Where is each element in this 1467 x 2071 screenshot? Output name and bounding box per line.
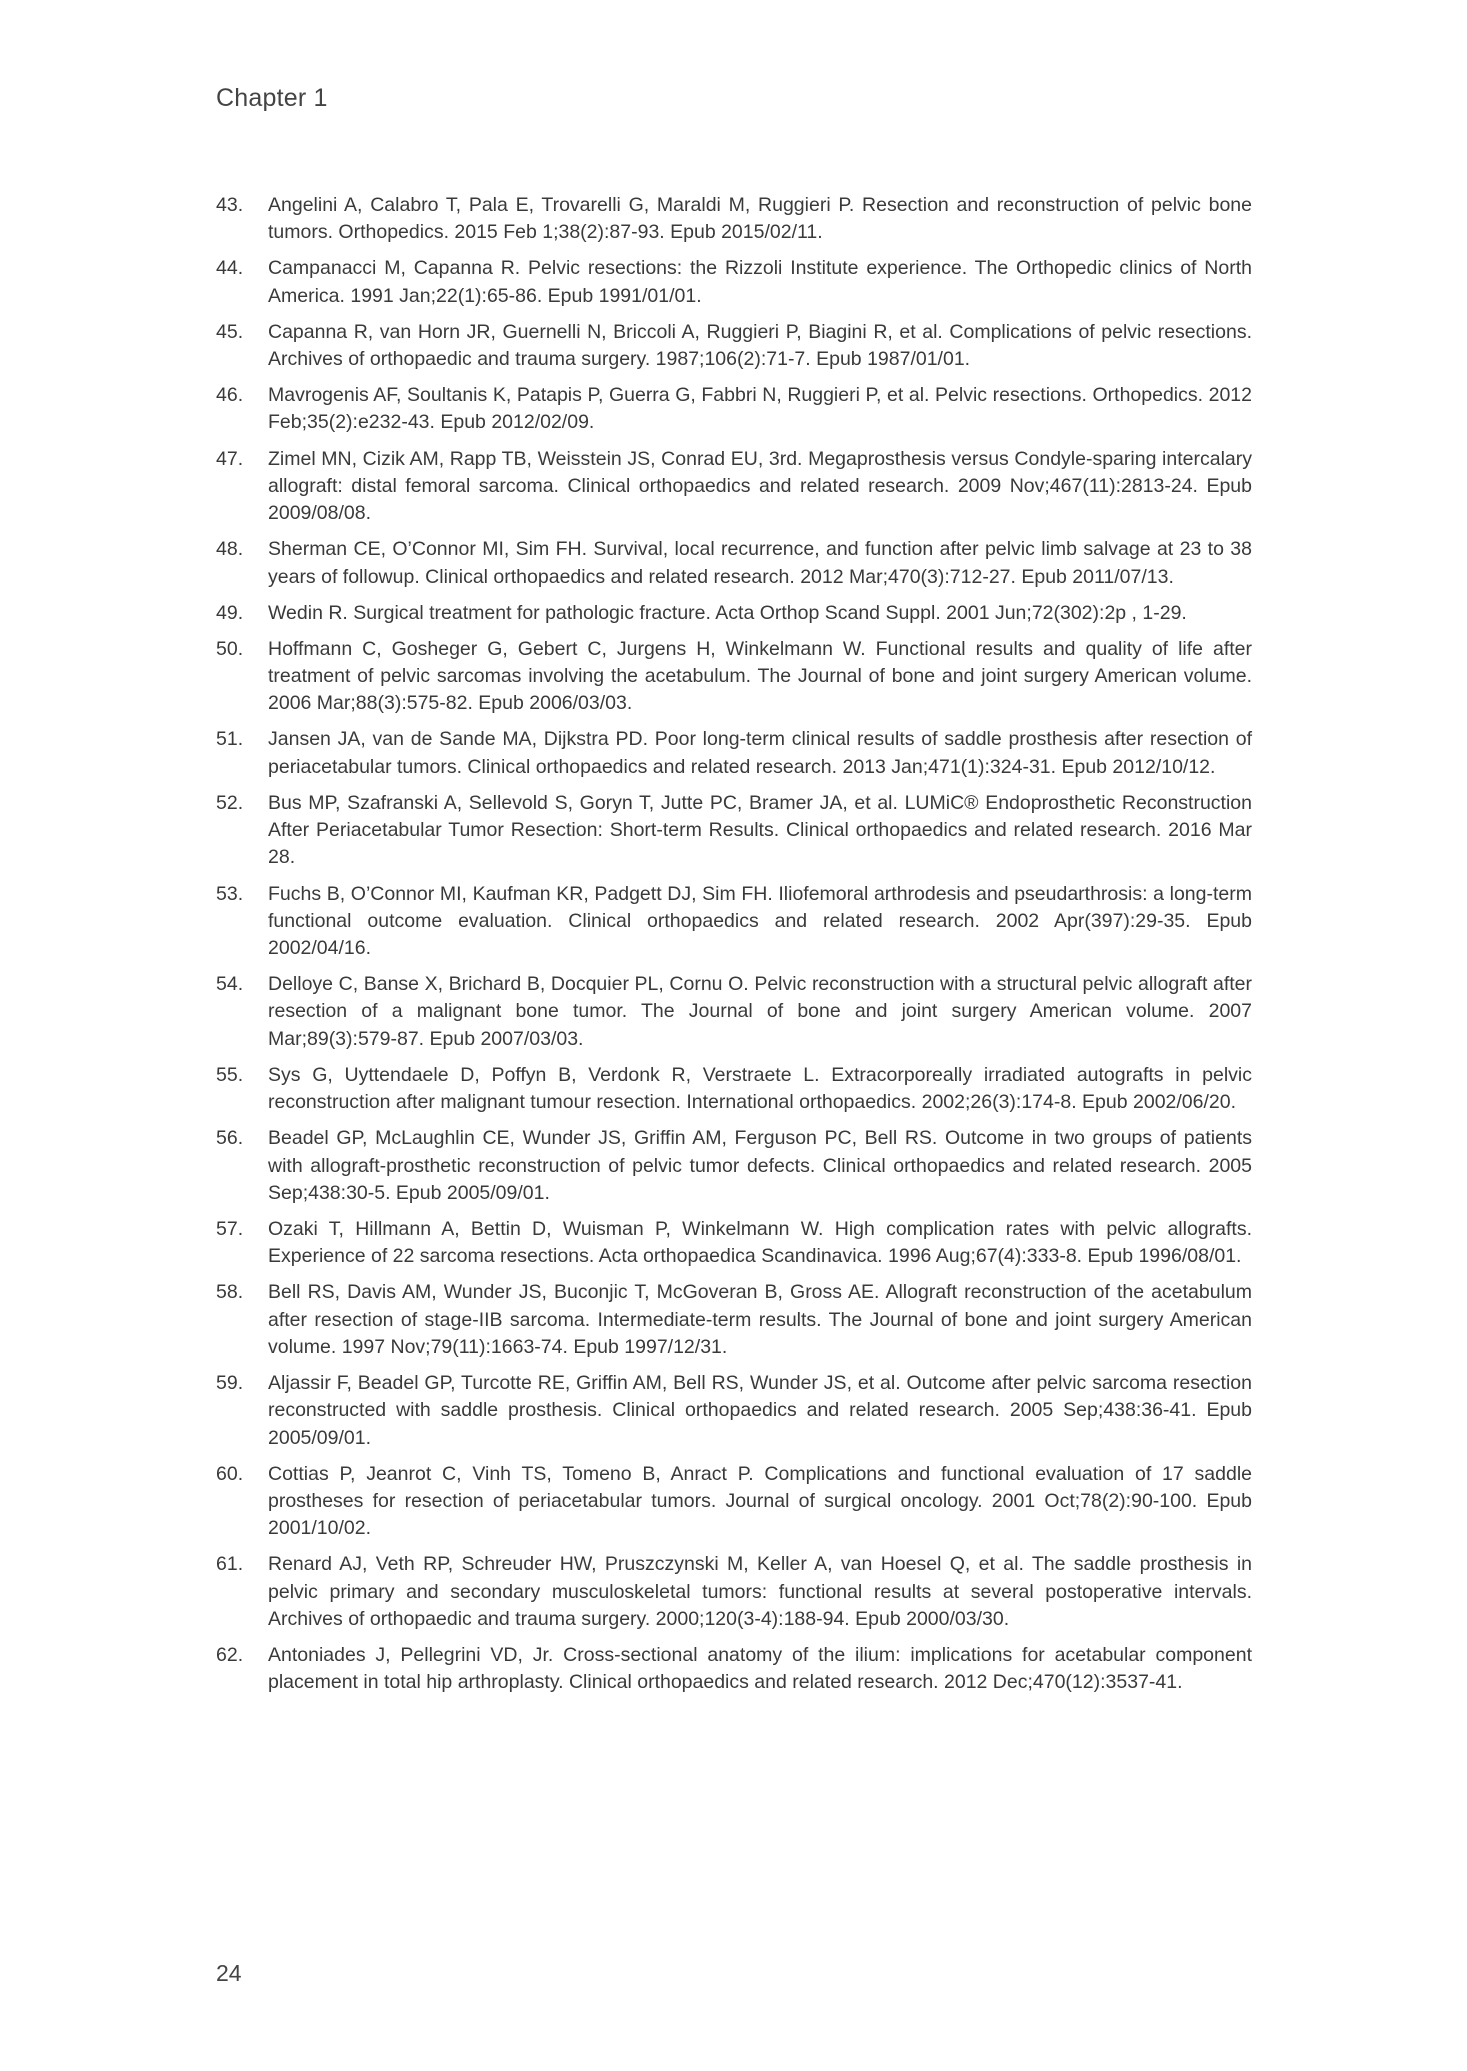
reference-item xyxy=(216,636,1252,718)
reference-item xyxy=(216,319,1252,374)
reference-number: 53. xyxy=(216,882,244,905)
reference-text: Sherman CE, O’Connor MI, Sim FH. Survival, local recurrence, and function after pelvic limb salvage at 23 to 38 years of followup. Clinical orthopaedics and related research. 2012 Mar;470(3):712-27. Epub 2011/07/13. xyxy=(268,538,1252,588)
reference-text: Bus MP, Szafranski A, Sellevold S, Goryn T, Jutte PC, Bramer JA, et al. LUMiC® Endoprosthetic Reconstruction After Periacetabular Tumor Resection: Short-term Results. Clinical orthopaedics and related research. 2016 Mar 28. xyxy=(268,791,1252,869)
reference-text: Campanacci M, Capanna R. Pelvic resections: the Rizzoli Institute experience. The Orthopedic clinics of North America. 1991 Jan;22(1):65-86. Epub 1991/01/01. xyxy=(268,257,1252,307)
reference-number: 49. xyxy=(216,601,244,624)
reference-number: 52. xyxy=(216,791,244,814)
reference-item xyxy=(216,1125,1252,1207)
reference-number: 43. xyxy=(216,194,244,216)
reference-number: 50. xyxy=(216,637,244,660)
reference-text: Mavrogenis AF, Soultanis K, Patapis P, Guerra G, Fabbri N, Ruggieri P, et al. Pelvic resections. Orthopedics. 2012 Feb;35(2):e232-43. Epub 2012/02/09. xyxy=(268,384,1252,434)
reference-text: Aljassir F, Beadel GP, Turcotte RE, Griffin AM, Bell RS, Wunder JS, et al. Outcome after pelvic sarcoma resection reconstructed with saddle prosthesis. Clinical orthopaedics and related research. 2005 Sep;438:36-41. Epub 2005/09/01. xyxy=(268,1372,1252,1449)
reference-number: 48. xyxy=(216,538,244,561)
reference-item xyxy=(216,446,1252,528)
reference-item xyxy=(216,536,1252,591)
reference-number: 56. xyxy=(216,1127,244,1150)
reference-text: Beadel GP, McLaughlin CE, Wunder JS, Griffin AM, Ferguson PC, Bell RS. Outcome in two groups of patients with allograft-prosthetic reconstruction of pelvic tumor defects. Clinical orthopaedics and related research. 2005 Sep;438:30-5. Epub 2005/09/01. xyxy=(268,1127,1252,1204)
reference-text: Capanna R, van Horn JR, Guernelli N, Briccoli A, Ruggieri P, Biagini R, et al. Complications of pelvic resections. Archives of orthopaedic and trauma surgery. 1987;106(2):71-7. Epub 1987/01/01. xyxy=(268,320,1252,371)
reference-item xyxy=(216,790,1252,872)
reference-number: 51. xyxy=(216,728,244,751)
reference-number: 47. xyxy=(216,447,244,470)
reference-number: 62. xyxy=(216,1644,244,1667)
running-head: Chapter 1 xyxy=(216,84,328,112)
reference-number: 60. xyxy=(216,1462,244,1485)
reference-number: 55. xyxy=(216,1063,244,1086)
reference-item xyxy=(216,1551,1252,1633)
reference-item xyxy=(216,382,1252,437)
reference-item xyxy=(216,1370,1252,1452)
reference-item xyxy=(216,192,1252,247)
reference-item xyxy=(216,881,1252,963)
reference-number: 44. xyxy=(216,257,244,280)
reference-number: 57. xyxy=(216,1217,244,1240)
reference-item xyxy=(216,1461,1252,1543)
reference-text: Antoniades J, Pellegrini VD, Jr. Cross-sectional anatomy of the ilium: implications for acetabular component placement in total hip arthroplasty. Clinical orthopaedics and related research. 2012 Dec;470(12):3537-41. xyxy=(268,1644,1252,1694)
reference-item xyxy=(216,971,1252,1053)
reference-text: Zimel MN, Cizik AM, Rapp TB, Weisstein JS, Conrad EU, 3rd. Megaprosthesis versus Condyle-sparing intercalary allograft: distal femoral sarcoma. Clinical orthopaedics and related research. 2009 Nov;467(11):2813-24. Epub 2009/08/08. xyxy=(268,447,1252,525)
reference-number: 59. xyxy=(216,1372,244,1395)
reference-text: Wedin R. Surgical treatment for pathologic fracture. Acta Orthop Scand Suppl. 2001 Jun;72(302):2p , 1-29. xyxy=(268,601,1187,624)
reference-text: Hoffmann C, Gosheger G, Gebert C, Jurgens H, Winkelmann W. Functional results and quality of life after treatment of pelvic sarcomas involving the acetabulum. The Journal of bone and joint surgery American volume. 2006 Mar;88(3):575-82. Epub 2006/03/03. xyxy=(268,637,1252,715)
reference-number: 58. xyxy=(216,1281,244,1304)
reference-text: Renard AJ, Veth RP, Schreuder HW, Pruszczynski M, Keller A, van Hoesel Q, et al. The saddle prosthesis in pelvic primary and secondary musculoskeletal tumors: functional results at several postoperative intervals. Archives of orthopaedic and trauma surgery. 2000;120(3-4):188-94. Epub 2000/03/30. xyxy=(268,1553,1252,1630)
reference-item xyxy=(216,726,1252,781)
reference-item xyxy=(216,255,1252,310)
reference-number: 54. xyxy=(216,973,244,996)
reference-text: Sys G, Uyttendaele D, Poffyn B, Verdonk R, Verstraete L. Extracorporeally irradiated autografts in pelvic reconstruction after malignant tumour resection. International orthopaedics. 2002;26(3):174-8. Epub 2002/06/20. xyxy=(268,1063,1252,1114)
reference-text: Ozaki T, Hillmann A, Bettin D, Wuisman P, Winkelmann W. High complication rates with pelvic allografts. Experience of 22 sarcoma resections. Acta orthopaedica Scandinavica. 1996 Aug;67(4):333-8. Epub 1996/08/01. xyxy=(268,1217,1252,1268)
reference-number: 61. xyxy=(216,1553,244,1576)
reference-number: 46. xyxy=(216,384,244,407)
reference-number: 45. xyxy=(216,320,244,343)
reference-text: Angelini A, Calabro T, Pala E, Trovarelli G, Maraldi M, Ruggieri P. Resection and reconstruction of pelvic bone tumors. Orthopedics. 2015 Feb 1;38(2):87-93. Epub 2015/02/11. xyxy=(268,194,1252,244)
page-number: 24 xyxy=(216,1960,242,1986)
reference-item xyxy=(216,1279,1252,1361)
reference-text: Jansen JA, van de Sande MA, Dijkstra PD. Poor long-term clinical results of saddle prosthesis after resection of periacetabular tumors. Clinical orthopaedics and related research. 2013 Jan;471(1):324-31. Epub 2012/10/12. xyxy=(268,728,1252,778)
reference-item xyxy=(216,600,1252,627)
reference-text: Cottias P, Jeanrot C, Vinh TS, Tomeno B, Anract P. Complications and functional evaluation of 17 saddle prostheses for resection of periacetabular tumors. Journal of surgical oncology. 2001 Oct;78(2):90-100. Epub 2001/10/02. xyxy=(268,1462,1252,1540)
reference-list xyxy=(216,192,1252,1705)
reference-item xyxy=(216,1062,1252,1117)
reference-text: Delloye C, Banse X, Brichard B, Docquier PL, Cornu O. Pelvic reconstruction with a structural pelvic allograft after resection of a malignant bone tumor. The Journal of bone and joint surgery American volume. 2007 Mar;89(3):579-87. Epub 2007/03/03. xyxy=(268,973,1252,1050)
reference-item xyxy=(216,1216,1252,1271)
reference-item xyxy=(216,1642,1252,1697)
reference-text: Fuchs B, O’Connor MI, Kaufman KR, Padgett DJ, Sim FH. Iliofemoral arthrodesis and pseudarthrosis: a long-term functional outcome evaluation. Clinical orthopaedics and related research. 2002 Apr(397):29-35. Epub 2002/04/16. xyxy=(268,882,1252,960)
reference-text: Bell RS, Davis AM, Wunder JS, Buconjic T, McGoveran B, Gross AE. Allograft reconstruction of the acetabulum after resection of stage-IIB sarcoma. Intermediate-term results. The Journal of bone and joint surgery American volume. 1997 Nov;79(11):1663-74. Epub 1997/12/31. xyxy=(268,1281,1252,1358)
